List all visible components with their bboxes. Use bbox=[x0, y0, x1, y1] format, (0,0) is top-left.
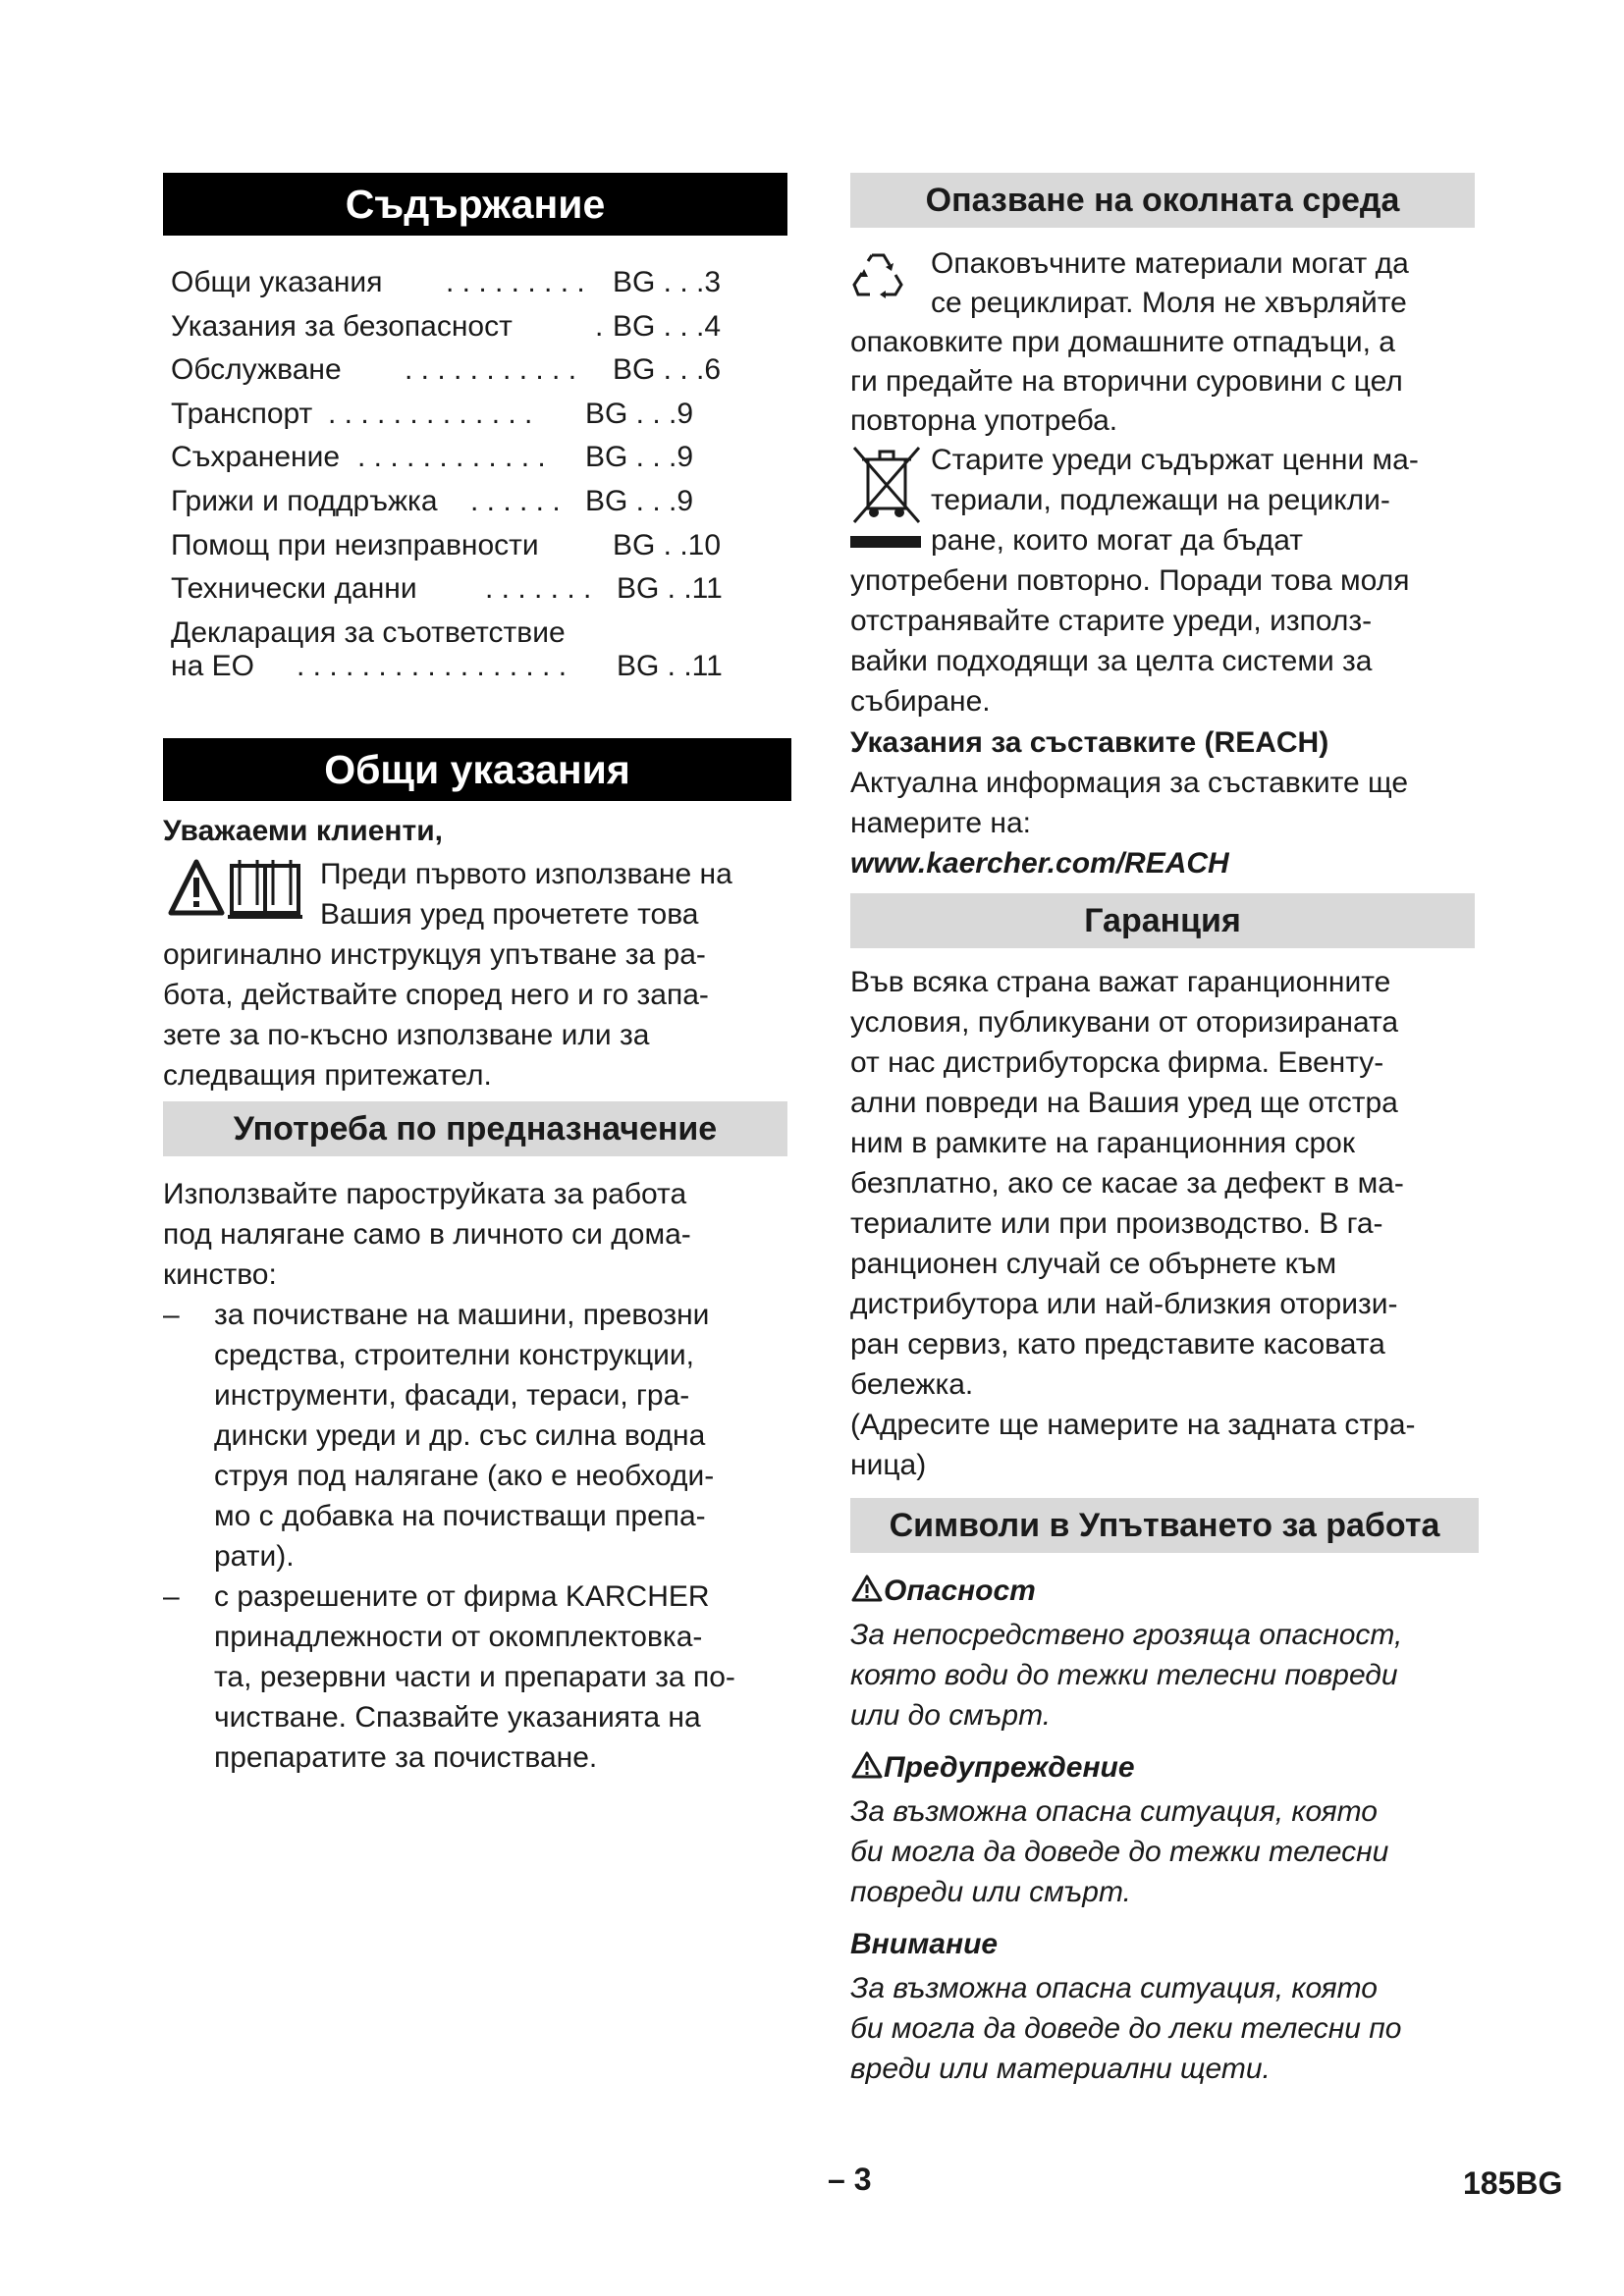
weee-line: отстранявайте старите уреди, използ- bbox=[850, 605, 1373, 637]
warning-line: повреди или смърт. bbox=[850, 1876, 1131, 1908]
caution-line: За възможна опасна ситуация, която bbox=[850, 1972, 1378, 2004]
page-number: – 3 bbox=[828, 2162, 872, 2197]
warning-heading bbox=[850, 1747, 1479, 1788]
toc-entry[interactable]: Съхранение . . . . . . . . . . . . BG . . .9 bbox=[171, 441, 694, 473]
warning-line: За възможна опасна ситуация, която bbox=[850, 1795, 1378, 1828]
caution-heading: Внимание bbox=[850, 1928, 999, 1960]
intro-line: зете за по-късно използване или за bbox=[163, 1019, 650, 1051]
warning-book-icon bbox=[167, 856, 314, 921]
recycle-icon bbox=[850, 247, 905, 302]
intro-line: следващия притежател. bbox=[163, 1059, 492, 1092]
danger-line: или до смърт. bbox=[850, 1699, 1052, 1732]
warranty-line: ранционен случай се обърнете към bbox=[850, 1248, 1337, 1280]
recycle-line: опаковките при домашните отпадъци, а bbox=[850, 326, 1395, 358]
toc-entry[interactable]: Указания за безопасност . BG . . .4 bbox=[171, 310, 722, 343]
intended-use-line: под налягане само в личното си дома- bbox=[163, 1218, 691, 1251]
bullet-line: инструменти, фасади, тераси, гра- bbox=[214, 1379, 690, 1412]
danger-label: Опасност bbox=[884, 1575, 1036, 1607]
warranty-line: бележка. bbox=[850, 1368, 974, 1401]
symbols-title: Символи в Упътването за работа bbox=[850, 1498, 1479, 1553]
warranty-line: териалите или при производство. В га- bbox=[850, 1207, 1383, 1240]
bullet-item-2 bbox=[163, 1576, 791, 1783]
intro-line: бота, действайте според него и го запа- bbox=[163, 979, 709, 1011]
bullet-line: за почистване на машини, превозни bbox=[214, 1299, 710, 1331]
caution-line: би могла да доведе до леки телесни по bbox=[850, 2012, 1402, 2045]
weee-line: вайки подходящи за целта системи за bbox=[850, 645, 1373, 677]
weee-line: териали, подлежащи на рецикли- bbox=[931, 484, 1390, 516]
danger-heading bbox=[850, 1571, 1479, 1611]
reach-line: Актуална информация за съставките ще bbox=[850, 767, 1409, 799]
reach-line: намерите на: bbox=[850, 807, 1032, 839]
bullet-line: рати). bbox=[214, 1540, 295, 1573]
bullet-line: дински уреди и др. със силна водна bbox=[214, 1419, 706, 1452]
warranty-line: (Адресите ще намерите на задната стра- bbox=[850, 1409, 1416, 1441]
recycle-line: Опаковъчните материали могат да bbox=[931, 247, 1409, 280]
warning-line: би могла да доведе до тежки телесни bbox=[850, 1836, 1389, 1868]
bullet-line: с разрешените от фирма KARCHER bbox=[214, 1580, 710, 1613]
toc-entry[interactable]: Помощ при неизправности BG . .10 bbox=[171, 529, 722, 561]
intended-use-line: кинство: bbox=[163, 1258, 277, 1291]
danger-line: която води до тежки телесни повреди bbox=[850, 1659, 1398, 1691]
recycle-line: ги предайте на вторични суровини с цел bbox=[850, 365, 1403, 398]
general-title: Общи указания bbox=[163, 738, 791, 801]
toc-entry[interactable]: Декларация за съответствие bbox=[171, 616, 566, 649]
weee-line: ране, които могат да бъдат bbox=[931, 524, 1304, 557]
recycle-line: повторна употреба. bbox=[850, 404, 1118, 437]
intro-line: оригинално инструкцуя упътване за ра- bbox=[163, 938, 706, 971]
doc-code: 185BG bbox=[1463, 2165, 1563, 2201]
toc-entry[interactable]: Технически данни . . . . . . . BG . .11 bbox=[171, 572, 723, 605]
weee-line: събиране. bbox=[850, 685, 991, 718]
bullet-line: препаратите за почистване. bbox=[214, 1741, 598, 1774]
warranty-title: Гаранция bbox=[850, 893, 1475, 948]
greeting: Уважаеми клиенти, bbox=[163, 815, 443, 847]
weee-line: Старите уреди съдържат ценни ма- bbox=[931, 444, 1419, 476]
toc-entry[interactable]: Транспорт . . . . . . . . . . . . . BG . . .9 bbox=[171, 398, 694, 430]
warning-triangle-icon bbox=[850, 1750, 884, 1780]
warranty-line: ални повреди на Вашия уред ще отстра bbox=[850, 1087, 1398, 1119]
warranty-line: безплатно, ако се касае за дефект в ма- bbox=[850, 1167, 1404, 1200]
bullet-line: мо с добавка на почистващи препа- bbox=[214, 1500, 706, 1532]
toc-entry[interactable]: на ЕО . . . . . . . . . . . . . . . . . BG . .11 bbox=[171, 650, 723, 682]
warranty-line: ним в рамките на гаранционния срок bbox=[850, 1127, 1355, 1159]
toc-title: Съдържание bbox=[163, 173, 787, 236]
weee-line: употребени повторно. Поради това моля bbox=[850, 564, 1410, 597]
caution-line: вреди или материални щети. bbox=[850, 2053, 1271, 2085]
environment-title: Опазване на околната среда bbox=[850, 173, 1475, 228]
warranty-line: условия, публикувани от оторизираната bbox=[850, 1006, 1399, 1039]
recycle-line: се рециклират. Моля не хвърляйте bbox=[931, 287, 1407, 319]
intended-use-line: Използвайте пароструйката за работа bbox=[163, 1178, 687, 1210]
bullet-dash: – bbox=[163, 1299, 180, 1331]
warning-label: Предупреждение bbox=[884, 1751, 1135, 1784]
danger-line: За непосредствено грозяща опасност, bbox=[850, 1619, 1403, 1651]
bullet-line: средства, строителни конструкции, bbox=[214, 1339, 694, 1371]
reach-heading: Указания за съставките (REACH) bbox=[850, 726, 1329, 759]
warning-manual-icon bbox=[167, 856, 314, 921]
intended-use-title: Употреба по предназначение bbox=[163, 1101, 787, 1156]
bullet-dash: – bbox=[163, 1580, 180, 1613]
reach-link[interactable]: www.kaercher.com/REACH bbox=[850, 847, 1229, 880]
toc-entry[interactable]: Обслужване . . . . . . . . . . . BG . . .6 bbox=[171, 353, 722, 386]
bullet-line: принадлежности от окомплектовка- bbox=[214, 1621, 703, 1653]
toc-entry[interactable]: Общи указания . . . . . . . . . BG . . .3 bbox=[171, 266, 722, 298]
warranty-line: от нас дистрибуторска фирма. Евенту- bbox=[850, 1046, 1384, 1079]
bullet-item-1 bbox=[163, 1295, 791, 1579]
bullet-line: та, резервни части и препарати за по- bbox=[214, 1661, 735, 1693]
warranty-line: ница) bbox=[850, 1449, 927, 1481]
intro-line: Преди първото използване на bbox=[320, 858, 732, 890]
warranty-line: Във всяка страна важат гаранционните bbox=[850, 966, 1391, 998]
crossed-bin-icon bbox=[850, 444, 923, 552]
bullet-line: чистване. Спазвайте указанията на bbox=[214, 1701, 701, 1734]
intro-line: Вашия уред прочетете това bbox=[320, 898, 699, 931]
warranty-line: дистрибутора или най-близкия оторизи- bbox=[850, 1288, 1398, 1320]
warning-triangle-icon bbox=[850, 1574, 884, 1603]
warranty-line: ран сервиз, като представите касовата bbox=[850, 1328, 1385, 1361]
toc-entry[interactable]: Грижи и поддръжка . . . . . . BG . . .9 bbox=[171, 485, 694, 517]
bullet-line: струя под налягане (ако е необходи- bbox=[214, 1460, 715, 1492]
